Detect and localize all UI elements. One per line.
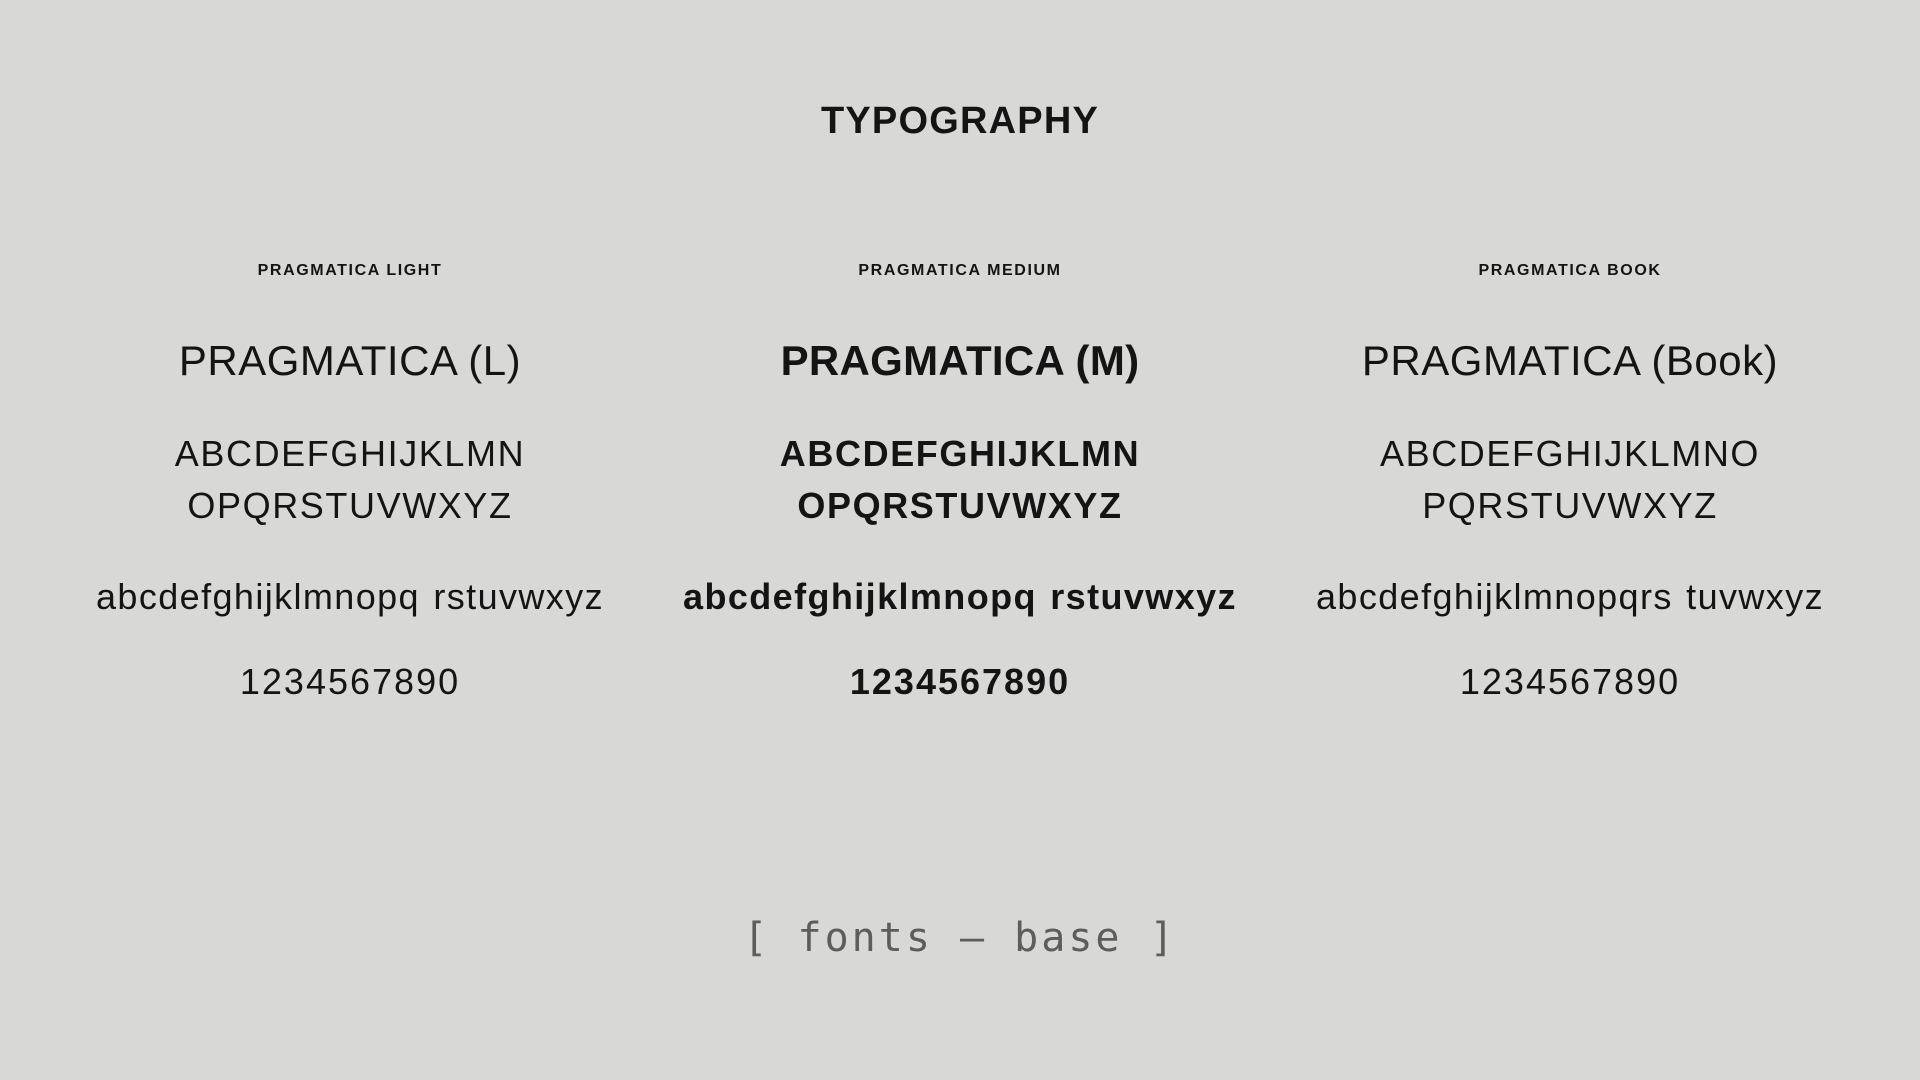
specimen-uppercase: ABCDEFGHIJKLMNO PQRSTUVWXYZ (1379, 433, 1761, 527)
specimen-label: PRAGMATICA MEDIUM (858, 262, 1062, 279)
specimen-column-medium (670, 262, 1250, 703)
specimen-lowercase: abcdefghijklmnopqrs tuvwxyz (1315, 575, 1824, 617)
specimen-column-light (60, 262, 640, 703)
page-title: TYPOGRAPHY (820, 100, 1100, 142)
specimen-digits: 1234567890 (849, 660, 1071, 702)
specimen-title: PRAGMATICA (M) (780, 337, 1140, 384)
specimen-uppercase: ABCDEFGHIJKLMN OPQRSTUVWXYZ (174, 433, 526, 527)
specimen-uppercase: ABCDEFGHIJKLMN OPQRSTUVWXYZ (779, 433, 1141, 527)
specimen-column-book (1280, 262, 1860, 703)
specimen-digits: 1234567890 (1459, 660, 1681, 702)
specimen-label: PRAGMATICA LIGHT (257, 262, 443, 279)
specimen-title: PRAGMATICA (Book) (1361, 337, 1779, 384)
specimen-lowercase: abcdefghijklmnopq rstuvwxyz (683, 575, 1237, 617)
specimen-label: PRAGMATICA BOOK (1478, 262, 1662, 279)
specimen-title: PRAGMATICA (L) (178, 337, 522, 384)
specimen-lowercase: abcdefghijklmnopq rstuvwxyz (95, 575, 604, 617)
specimen-digits: 1234567890 (239, 660, 461, 702)
specimen-columns (60, 262, 1860, 703)
page-caption: [ fonts — base ] (743, 915, 1177, 961)
